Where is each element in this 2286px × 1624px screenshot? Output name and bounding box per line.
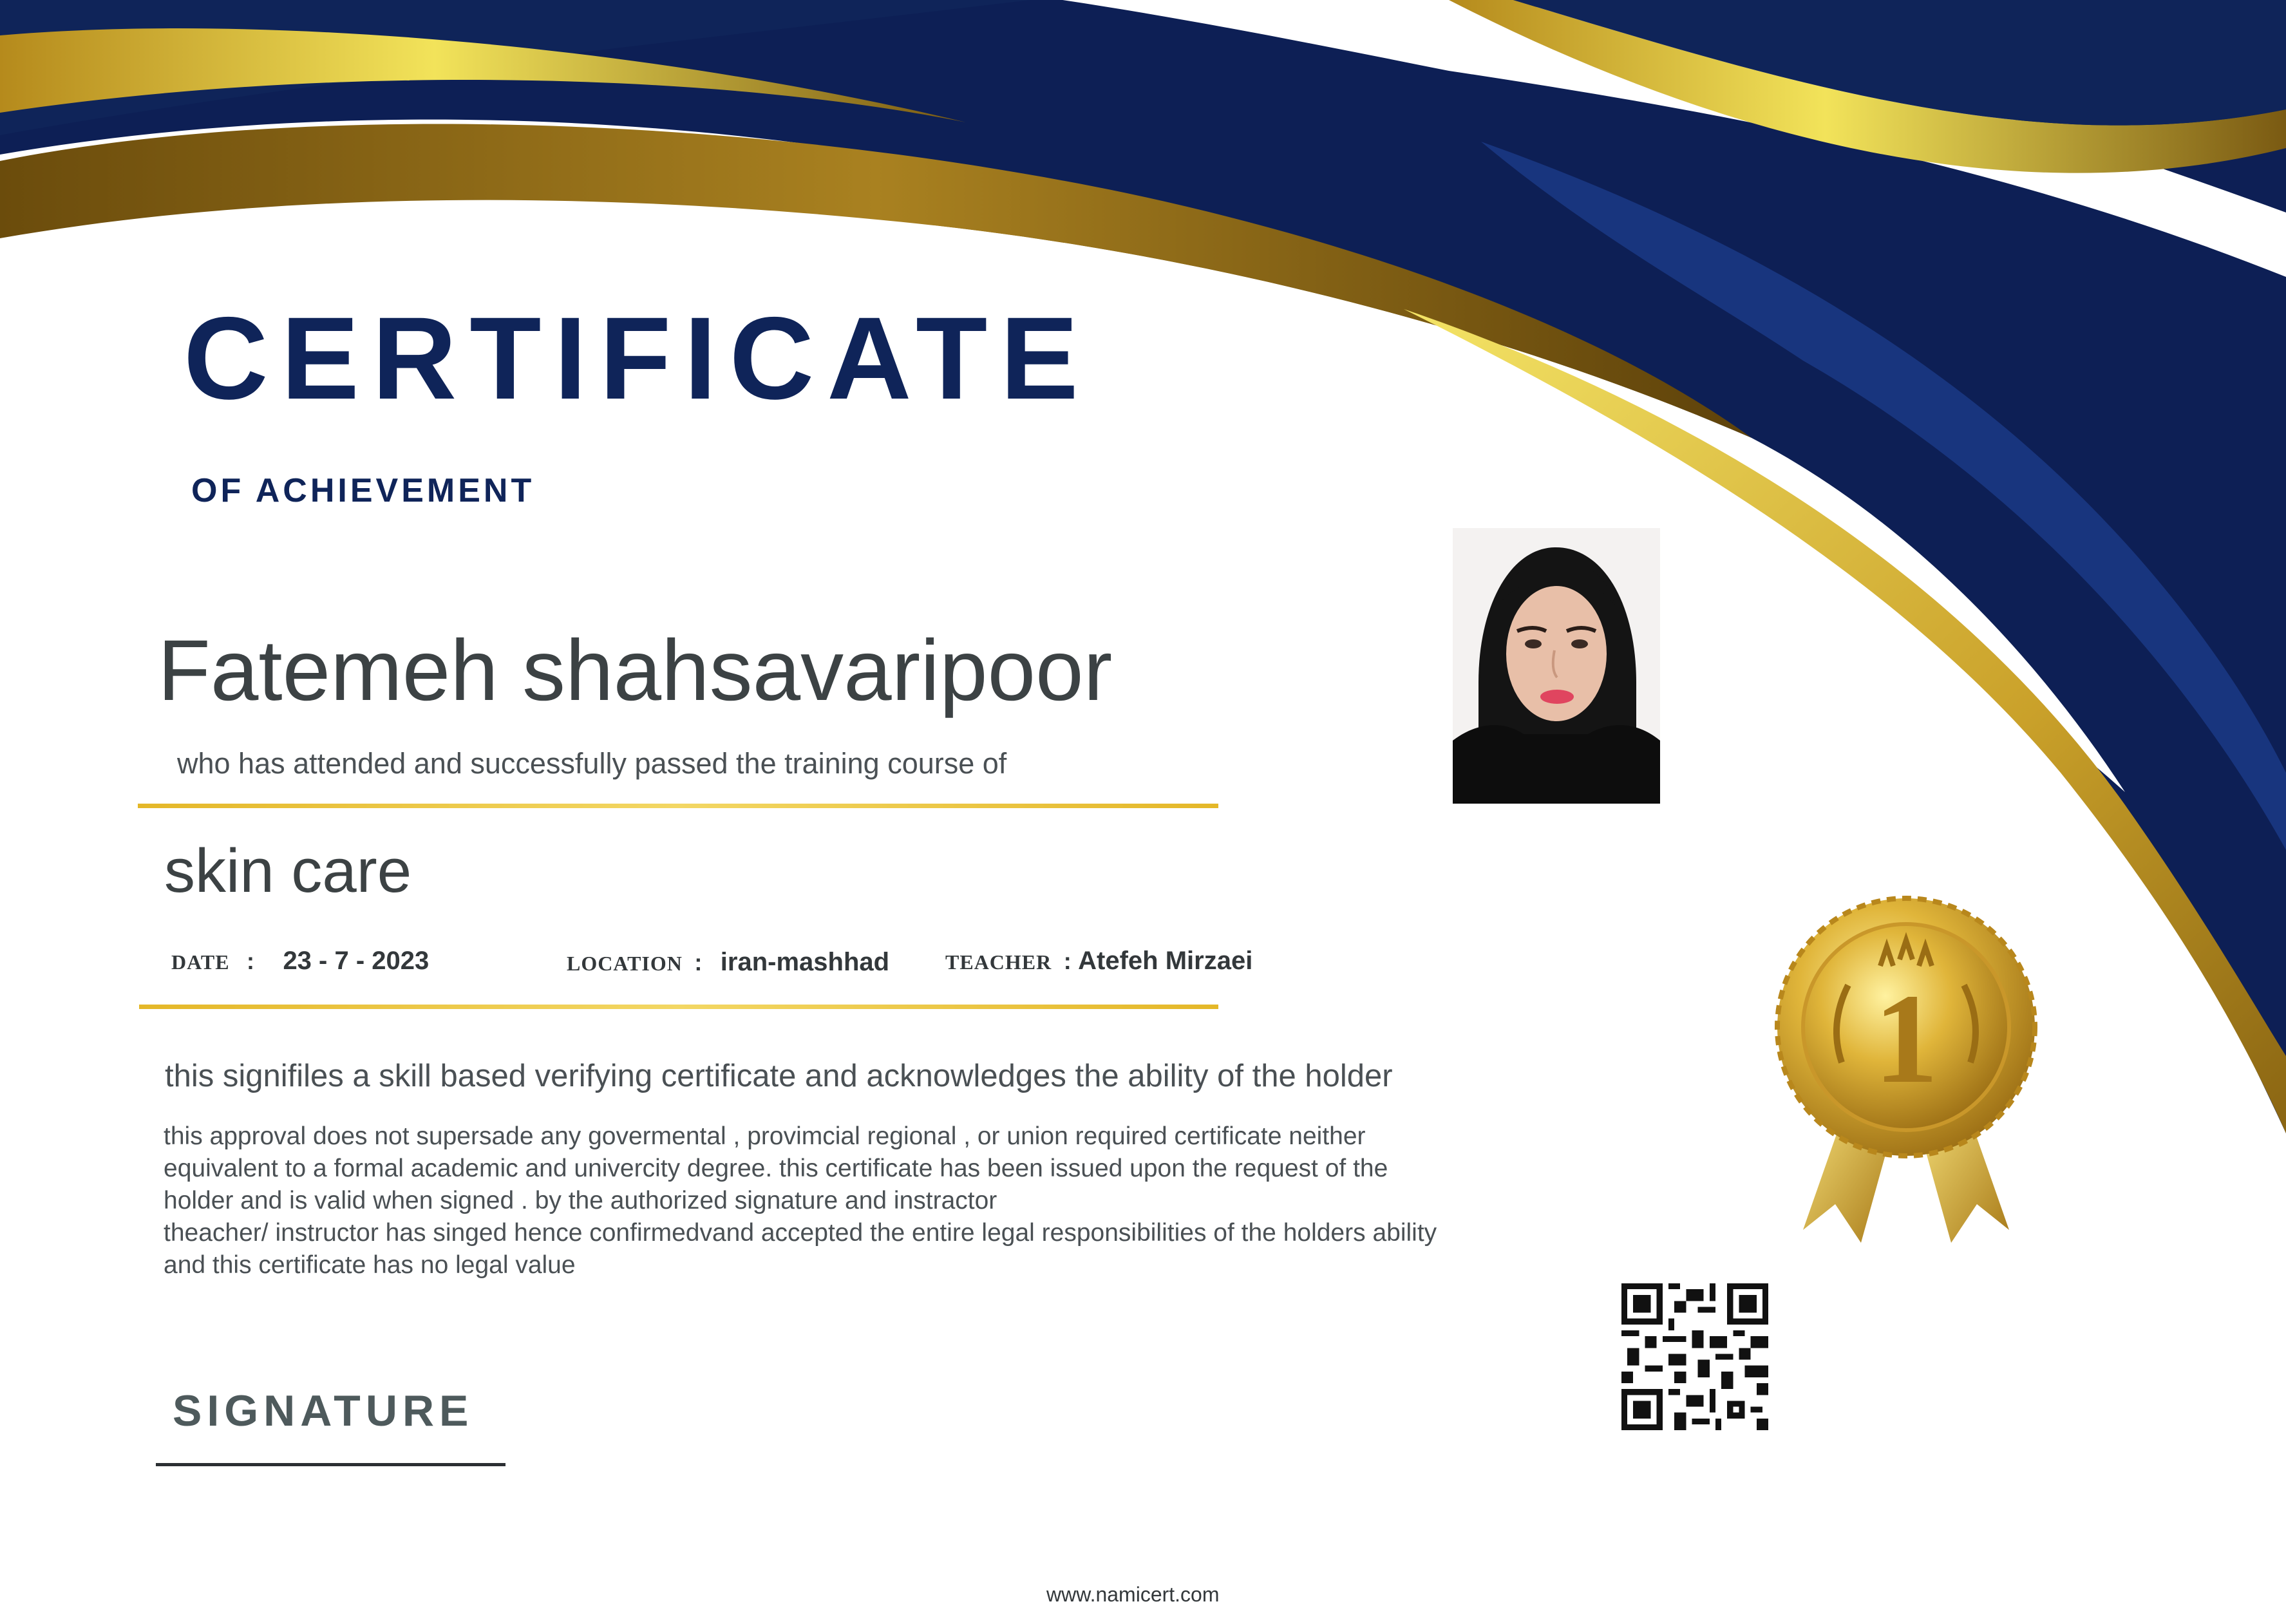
- location-label: LOCATION: [567, 952, 683, 975]
- qr-code-icon: [1621, 1283, 1768, 1430]
- signature-line: [156, 1463, 505, 1466]
- certificate-title: CERTIFICATE: [184, 292, 1091, 424]
- statement-text: this signifiles a skill based verifying certificate and acknowledges the ability of the holder: [165, 1059, 1393, 1093]
- date-field: [171, 947, 429, 976]
- attended-text: who has attended and successfully passed the training course of: [177, 747, 1007, 780]
- medal-numeral: 1: [1874, 968, 1938, 1110]
- fine-print-line: theacher/ instructor has singed hence confirmedvand accepted the entire legal responsibilities of the holders ability: [164, 1219, 1437, 1247]
- teacher-label: TEACHER: [945, 950, 1052, 974]
- teacher-colon: :: [1063, 948, 1072, 974]
- fine-print-line: equivalent to a formal academic and univercity degree. this certificate has been issued upon the request of the: [164, 1155, 1388, 1182]
- date-label: DATE: [171, 950, 230, 974]
- course-name: skin care: [164, 836, 412, 905]
- recipient-name: Fatemeh shahsavaripoor: [158, 623, 1113, 719]
- date-value: 23 - 7 - 2023: [283, 947, 430, 975]
- fine-print-line: holder and is valid when signed . by the authorized signature and instractor: [164, 1187, 997, 1214]
- location-field: [567, 948, 889, 977]
- location-colon: :: [694, 949, 703, 976]
- fine-print-line: this approval does not supersade any govermental , provimcial regional , or union required certificate neither: [164, 1122, 1366, 1150]
- gold-divider-bottom: [139, 1005, 1218, 1009]
- date-colon: :: [246, 948, 254, 974]
- gold-divider-top: [138, 804, 1218, 808]
- location-value: iran-mashhad: [720, 948, 890, 976]
- fine-print: [164, 1120, 1437, 1281]
- certificate-subtitle: OF ACHIEVEMENT: [191, 472, 535, 509]
- recipient-photo: [1453, 528, 1660, 804]
- teacher-field: [945, 947, 1252, 976]
- signature-label: SIGNATURE: [173, 1386, 474, 1435]
- website-url: www.namicert.com: [1046, 1583, 1220, 1606]
- gold-medal-icon: [1764, 895, 2048, 1249]
- fine-print-line: and this certificate has no legal value: [164, 1251, 576, 1279]
- teacher-value: Atefeh Mirzaei: [1078, 947, 1253, 975]
